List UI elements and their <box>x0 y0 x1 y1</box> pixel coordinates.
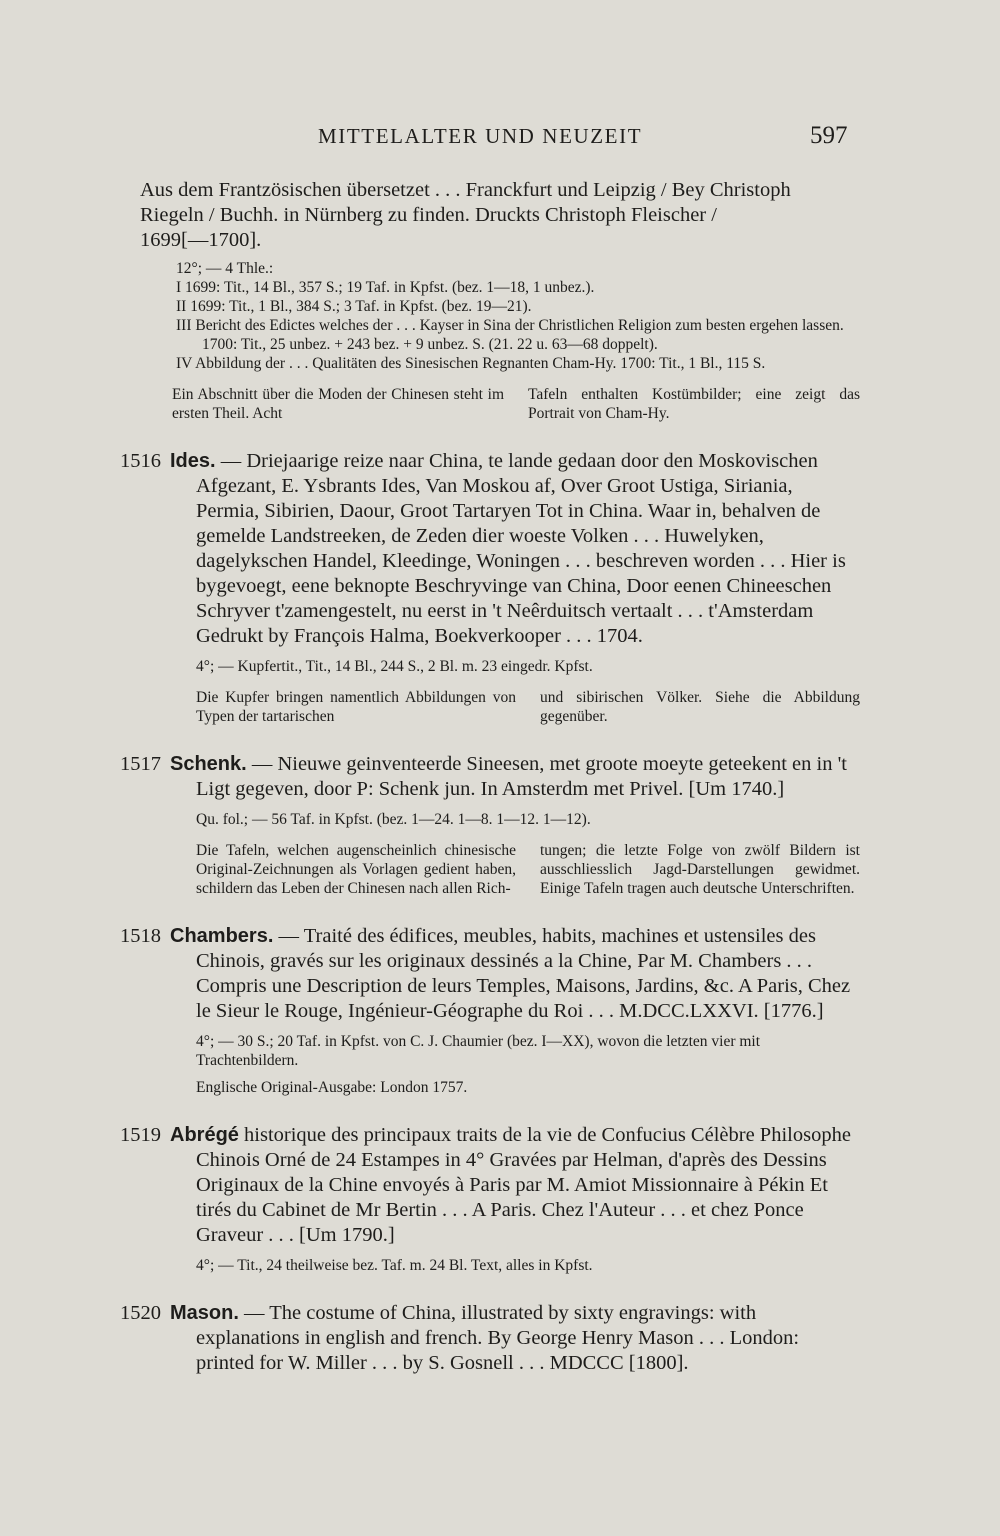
entry-title: — Driejaarige reize naar China, te lande gedaan door den Moskovischen Afgezant, E. Ysbrants Ides, Van Moskou af, Over Groot Ustiga, Siriania, Permia, Sibirien, Daour, Groot Tartaryen Tot in China. Waar in, behalven de gemelde Landstreeken, de Zeden dier woeste Volken . . . Huwelyken, dagelykschen Handel, Kleedinge, Woningen . . . beschreven worden . . . Hier is bygevoegt, eene beknopte Beschryvinge van China, Door eenen Chineeschen Schryver t'zamengestelt, nu eerst in 't Neêrduitsch vertaalt . . . t'Amsterdam Gedrukt by François Halma, Boekverkooper . . . 1704. <box>196 450 846 647</box>
entry-number: 1516 <box>120 450 161 472</box>
page-number: 597 <box>810 122 848 149</box>
detail-line: IV Abbildung der . . . Qualitäten des Sinesischen Regnanten Cham-Hy. 1700: Tit., 1 Bl., 115 S. <box>176 355 766 372</box>
entry-number: 1520 <box>120 1302 161 1324</box>
page-content <box>120 178 860 1376</box>
entry-text <box>170 1123 860 1248</box>
entry-notes <box>196 841 860 898</box>
entry-number: 1518 <box>120 925 161 947</box>
continuation-title-line: Riegeln / Buchh. in Nürnberg zu finden. Druckts Christoph Fleischer / <box>140 204 717 226</box>
entry-text <box>170 752 860 802</box>
running-title: MITTELALTER UND NEUZEIT <box>318 124 643 148</box>
note-column: Tafeln enthalten Kostümbilder; eine zeigt das Portrait von Cham-Hy. <box>528 386 860 422</box>
note-column: tungen; die letzte Folge von zwölf Bildern ist ausschliesslich Jagd-Darstellungen gewidmet. Einige Tafeln tragen auch deutsche Unterschriften. <box>540 842 860 897</box>
entry-details: 4°; — 30 S.; 20 Taf. in Kpfst. von C. J. Chaumier (bez. I—XX), wovon die letzten vier mit Trachtenbildern. <box>196 1033 761 1069</box>
entry-notes <box>196 688 860 726</box>
running-header <box>0 124 1000 154</box>
entry-details: 4°; — Kupfertit., Tit., 14 Bl., 244 S., 2 Bl. m. 23 eingedr. Kpfst. <box>196 658 593 675</box>
entry-headword: Mason. <box>170 1302 239 1324</box>
continuation-notes <box>172 385 860 423</box>
entry-headword: Abrégé <box>170 1124 239 1146</box>
note-column: Ein Abschnitt über die Moden der Chinesen steht im ersten Theil. Acht <box>172 386 504 422</box>
entry-details: 4°; — Tit., 24 theilweise bez. Taf. m. 24 Bl. Text, alles in Kpfst. <box>196 1257 593 1274</box>
detail-line: 12°; — 4 Thle.: <box>176 260 274 277</box>
entry-text <box>170 924 860 1024</box>
entry-1517 <box>120 752 860 898</box>
detail-line: I 1699: Tit., 14 Bl., 357 S.; 19 Taf. in Kpfst. (bez. 1—18, 1 unbez.). <box>176 279 595 296</box>
entry-details: Qu. fol.; — 56 Taf. in Kpfst. (bez. 1—24. 1—8. 1—12. 1—12). <box>196 811 591 828</box>
entry-number: 1517 <box>120 753 161 775</box>
entry-1516 <box>120 449 860 726</box>
entry-title: historique des principaux traits de la vie de Confucius Célèbre Philosophe Chinois Orné de 24 Estampes in 4° Gravées par Helman, d'après des Dessins Originaux de la Chine envoyés à Paris par M. Amiot Missionnaire à Pékin Et tirés du Cabinet de Mr Bertin . . . A Paris. Chez l'Auteur . . . et chez Ponce Graveur . . . [Um 1790.] <box>196 1124 851 1246</box>
continuation-details <box>176 259 860 373</box>
detail-line: II 1699: Tit., 1 Bl., 384 S.; 3 Taf. in Kpfst. (bez. 19—21). <box>176 298 532 315</box>
note-column: Die Kupfer bringen namentlich Abbildungen von Typen der tartarischen <box>196 689 516 725</box>
entry-1520 <box>120 1301 860 1376</box>
entry-1518 <box>120 924 860 1097</box>
note-column: und sibirischen Völker. Siehe die Abbildung gegenüber. <box>540 689 860 725</box>
detail-line: III Bericht des Edictes welches der . . . Kayser in Sina der Christlichen Religion zum besten ergehen lassen. 1700: Tit., 25 unbez. + 243 bez. + 9 unbez. S. (21. 22 u. 63—68 doppelt). <box>176 317 844 353</box>
entry-1519 <box>120 1123 860 1275</box>
continuation-title-line: 1699[—1700]. <box>140 229 262 251</box>
entry-text <box>170 1301 860 1376</box>
entry-note: Englische Original-Ausgabe: London 1757. <box>196 1079 468 1096</box>
entry-headword: Schenk. <box>170 753 247 775</box>
entry-title: — The costume of China, illustrated by sixty engravings: with explanations in english and french. By George Henry Mason . . . London: printed for W. Miller . . . by S. Gosnell . . . MDCCC [1800]. <box>196 1302 800 1374</box>
entry-number: 1519 <box>120 1124 161 1146</box>
note-column: Die Tafeln, welchen augenscheinlich chinesische Original-Zeichnungen als Vorlagen gedient haben, schildern das Leben der Chinesen nach allen Rich- <box>196 842 516 897</box>
continuation-title-line: Aus dem Frantzösischen übersetzet . . . Franckfurt und Leipzig / Bey Christoph <box>140 179 791 201</box>
entry-headword: Ides. <box>170 450 216 472</box>
entry-headword: Chambers. <box>170 925 274 947</box>
entry-title: — Nieuwe geinventeerde Sineesen, met groote moeyte geteekent en in 't Ligt gegeven, door P: Schenk jun. In Amsterdm met Privel. [Um 1740.] <box>196 753 847 800</box>
entry-text <box>170 449 860 649</box>
entry-title: — Traité des édifices, meubles, habits, machines et ustensiles des Chinois, gravés sur les originaux dessinés a la Chine, Par M. Chambers . . . Compris une Description de leurs Temples, Maisons, Jardins, &c. A Paris, Chez le Sieur le Rouge, Ingénieur-Géographe du Roi . . . M.DCC.LXXVI. [1776.] <box>196 925 851 1022</box>
continuation-title <box>120 178 860 253</box>
